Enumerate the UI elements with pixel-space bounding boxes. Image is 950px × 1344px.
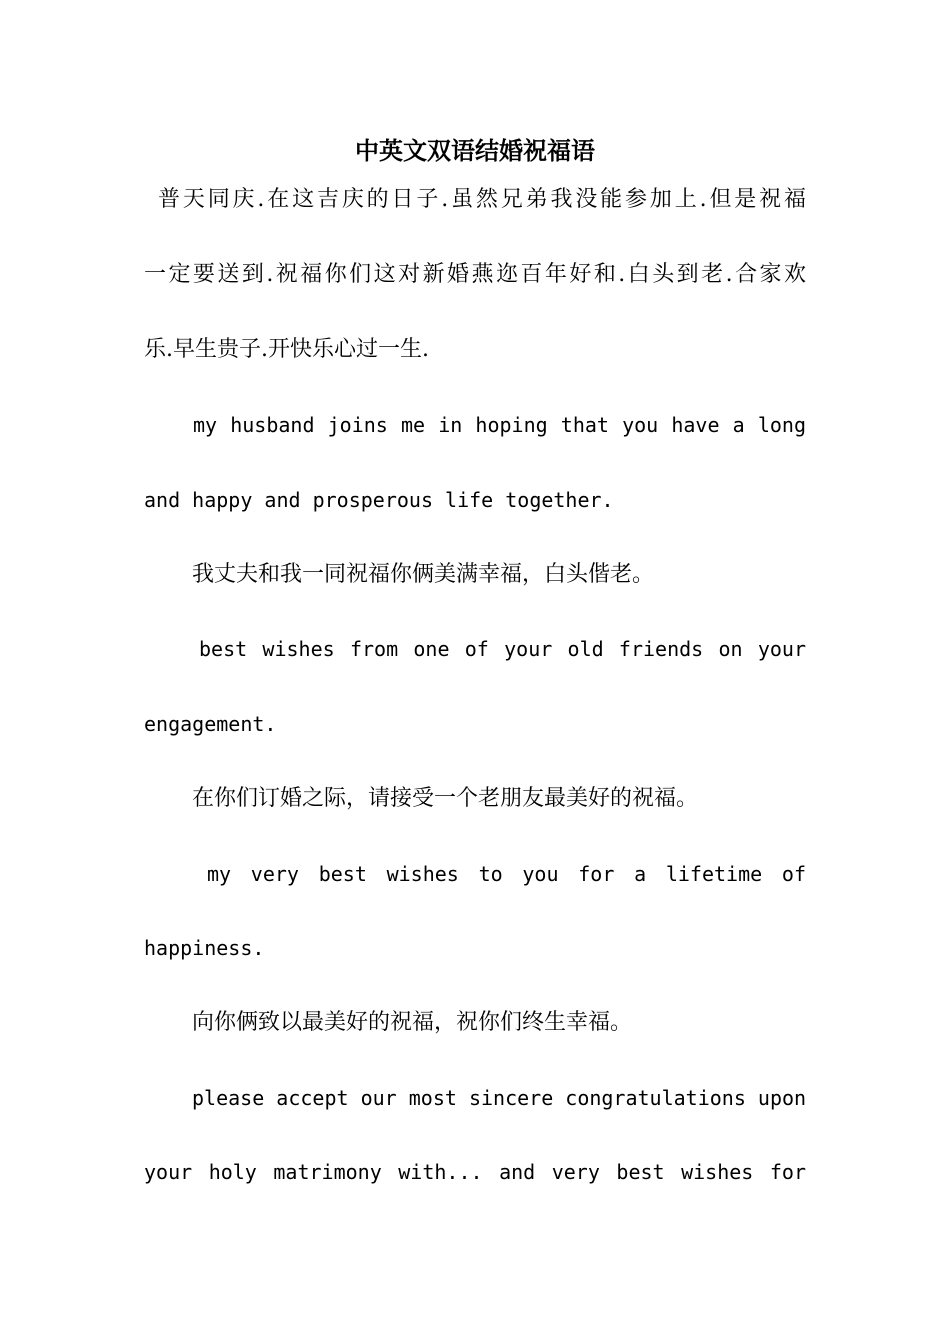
document-title: 中英文双语结婚祝福语 [355,136,595,165]
paragraph-line: my husband joins me in hoping that you have a long [193,413,806,437]
paragraph-line: please accept our most sincere congratulations upon [192,1086,807,1110]
paragraph-line: my very best wishes to you for a lifetime of [207,862,806,886]
paragraph-line: best wishes from one of your old friends on your [199,637,806,661]
paragraph-line: your holy matrimony with... and very best wishes for [144,1160,806,1184]
paragraph-line: 在你们订婚之际，请接受一个老朋友最美好的祝福。 [192,786,699,811]
paragraph-line: and happy and prosperous life together. [144,488,614,512]
paragraph-line: 向你俩致以最美好的祝福，祝你们终生幸福。 [192,1010,633,1035]
paragraph-line: 普天同庆.在这吉庆的日子.虽然兄弟我没能参加上.但是祝福 [158,187,806,212]
paragraph-line: 乐.早生贵子.开快乐心过一生. [144,337,429,362]
paragraph-line: 一定要送到.祝福你们这对新婚燕迩百年好和.白头到老.合家欢 [144,262,806,287]
paragraph-line: happiness. [144,936,265,960]
paragraph-line: engagement. [144,712,277,736]
paragraph-line: 我丈夫和我一同祝福你俩美满幸福，白头偕老。 [192,562,655,587]
